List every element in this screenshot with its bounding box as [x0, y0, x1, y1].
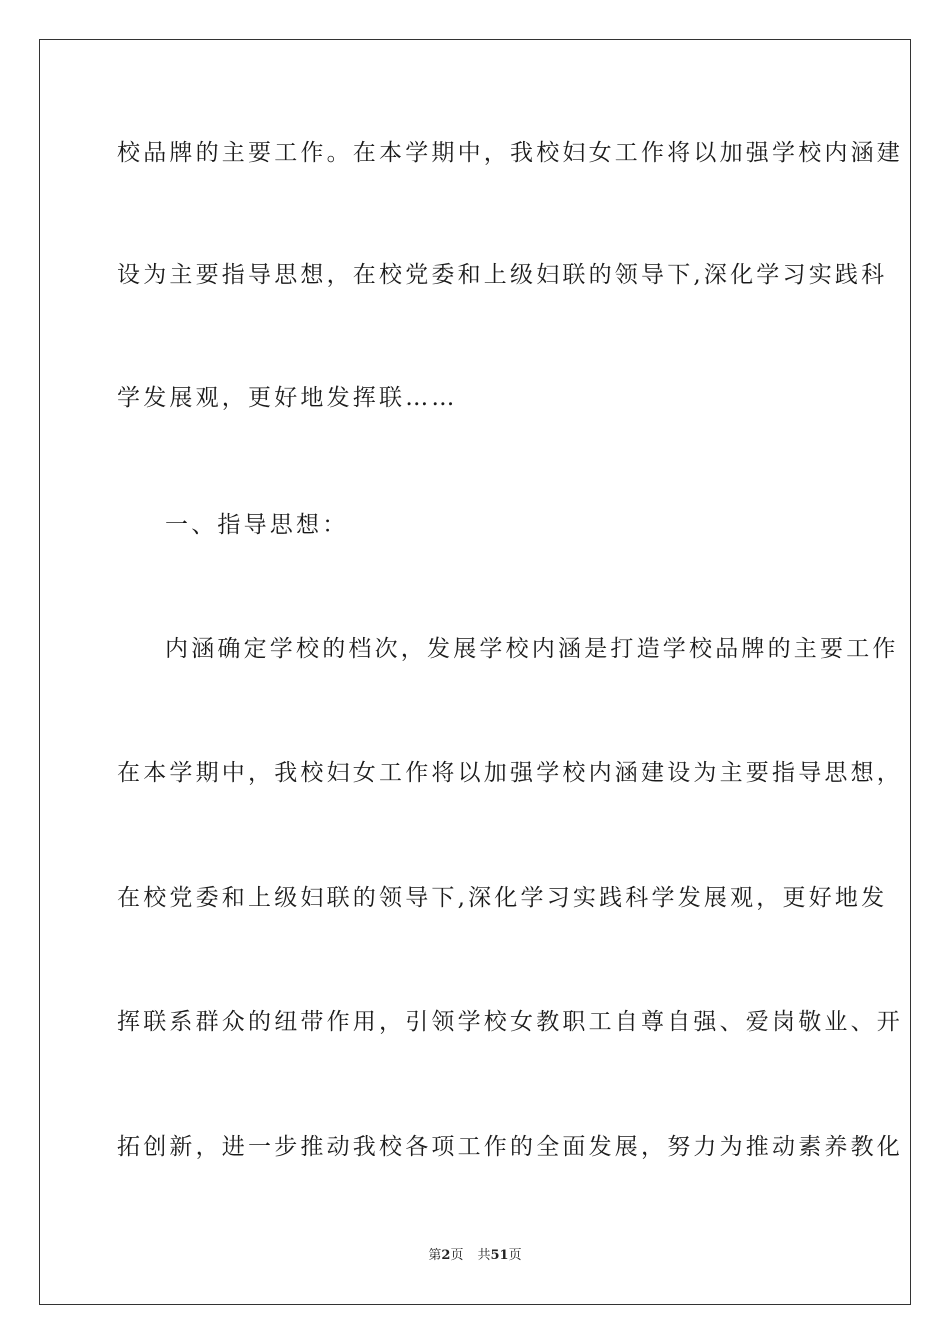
paragraph-line-4: 内涵确定学校的档次，发展学校内涵是打造学校品牌的主要工作	[165, 636, 899, 662]
paragraph-line-5: 在本学期中，我校妇女工作将以加强学校内涵建设为主要指导思想，	[117, 760, 903, 786]
paragraph-line-2: 设为主要指导思想，在校党委和上级妇联的领导下,深化学习实践科	[117, 262, 888, 288]
total-suffix: 页	[508, 1248, 522, 1263]
paragraph-line-3: 学发展观，更好地发挥联……	[117, 385, 458, 411]
page-suffix: 页	[450, 1248, 464, 1263]
paragraph-line-8: 拓创新，进一步推动我校各项工作的全面发展，努力为推动素养教化	[117, 1134, 903, 1160]
paragraph-line-6: 在校党委和上级妇联的领导下,深化学习实践科学发展观，更好地发	[117, 885, 888, 911]
page-number: 2	[441, 1248, 451, 1263]
total-prefix: 共	[477, 1248, 491, 1263]
section-heading: 一、指导思想：	[165, 512, 349, 538]
page-border	[39, 39, 911, 1305]
paragraph-line-1: 校品牌的主要工作。在本学期中，我校妇女工作将以加强学校内涵建	[117, 140, 903, 166]
page-footer	[0, 1247, 950, 1265]
page-prefix: 第	[428, 1248, 442, 1263]
paragraph-line-7: 挥联系群众的纽带作用，引领学校女教职工自尊自强、爱岗敬业、开	[117, 1009, 903, 1035]
total-pages: 51	[490, 1248, 509, 1263]
